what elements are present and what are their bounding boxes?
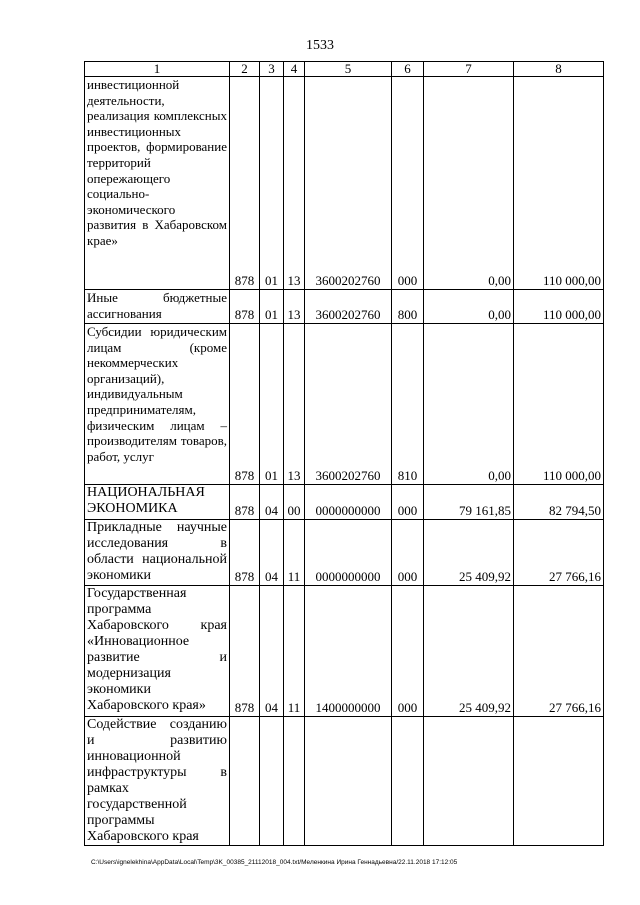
cell-expense-type: 800 bbox=[392, 290, 424, 324]
cell-amount-col8: 110 000,00 bbox=[514, 77, 604, 290]
cell-target-article: 0000000000 bbox=[305, 520, 392, 586]
column-header: 4 bbox=[284, 62, 305, 77]
cell-amount-col8: 110 000,00 bbox=[514, 290, 604, 324]
cell-ministry-code: 878 bbox=[230, 520, 260, 586]
cell-amount-col7: 0,00 bbox=[424, 290, 514, 324]
cell-amount-col7 bbox=[424, 717, 514, 846]
cell-ministry-code bbox=[230, 717, 260, 846]
cell-amount-col8: 110 000,00 bbox=[514, 324, 604, 485]
row-name: Государственная программа Хабаровского края «Инновационное развитие и модернизация экономики Хабаровского края» bbox=[85, 586, 230, 717]
table-row bbox=[85, 485, 604, 520]
cell-expense-type: 000 bbox=[392, 485, 424, 520]
column-header: 2 bbox=[230, 62, 260, 77]
cell-subsection: 00 bbox=[284, 485, 305, 520]
cell-expense-type: 810 bbox=[392, 324, 424, 485]
table-row bbox=[85, 290, 604, 324]
cell-subsection: 13 bbox=[284, 290, 305, 324]
cell-target-article: 1400000000 bbox=[305, 586, 392, 717]
cell-section: 01 bbox=[260, 324, 284, 485]
table-row bbox=[85, 717, 604, 846]
cell-target-article: 0000000000 bbox=[305, 485, 392, 520]
cell-amount-col7: 79 161,85 bbox=[424, 485, 514, 520]
budget-table bbox=[84, 61, 604, 846]
cell-ministry-code: 878 bbox=[230, 290, 260, 324]
cell-section: 04 bbox=[260, 586, 284, 717]
cell-subsection bbox=[284, 717, 305, 846]
cell-expense-type bbox=[392, 717, 424, 846]
cell-section: 01 bbox=[260, 77, 284, 290]
cell-amount-col7: 0,00 bbox=[424, 324, 514, 485]
cell-amount-col7: 25 409,92 bbox=[424, 520, 514, 586]
cell-ministry-code: 878 bbox=[230, 485, 260, 520]
cell-section: 01 bbox=[260, 290, 284, 324]
row-name: Прикладные научные исследования в области национальной экономики bbox=[85, 520, 230, 586]
file-path-footer: C:\Users\ignelekhina\AppData\Local\Temp\3K_00385_21112018_004.txt/Меленкина Ирина Геннадьевна/22.11.2018 17:12:05 bbox=[91, 859, 458, 866]
table-row bbox=[85, 324, 604, 485]
cell-expense-type: 000 bbox=[392, 77, 424, 290]
table-row bbox=[85, 77, 604, 290]
column-header: 5 bbox=[305, 62, 392, 77]
cell-amount-col8: 82 794,50 bbox=[514, 485, 604, 520]
table-row bbox=[85, 520, 604, 586]
cell-subsection: 11 bbox=[284, 520, 305, 586]
cell-ministry-code: 878 bbox=[230, 324, 260, 485]
row-name: Содействие созданию и развитию инновационной инфраструктуры в рамках государственной программы Хабаровского края bbox=[85, 717, 230, 846]
cell-amount-col8: 27 766,16 bbox=[514, 586, 604, 717]
row-name: НАЦИОНАЛЬНАЯ ЭКОНОМИКА bbox=[85, 485, 230, 520]
column-header: 8 bbox=[514, 62, 604, 77]
cell-expense-type: 000 bbox=[392, 586, 424, 717]
cell-target-article: 3600202760 bbox=[305, 324, 392, 485]
cell-amount-col7: 25 409,92 bbox=[424, 586, 514, 717]
cell-amount-col8: 27 766,16 bbox=[514, 520, 604, 586]
column-header: 7 bbox=[424, 62, 514, 77]
table-row bbox=[85, 586, 604, 717]
row-name: Иные бюджетные ассигнования bbox=[85, 290, 230, 324]
column-header: 3 bbox=[260, 62, 284, 77]
cell-section: 04 bbox=[260, 485, 284, 520]
cell-ministry-code: 878 bbox=[230, 77, 260, 290]
cell-target-article: 3600202760 bbox=[305, 77, 392, 290]
cell-amount-col7: 0,00 bbox=[424, 77, 514, 290]
column-header: 6 bbox=[392, 62, 424, 77]
cell-subsection: 11 bbox=[284, 586, 305, 717]
cell-subsection: 13 bbox=[284, 324, 305, 485]
row-name: Субсидии юридическим лицам (кроме некоммерческих организаций), индивидуальным предпринимателям, физическим лицам – производителям товаров, работ, услуг bbox=[85, 324, 230, 485]
cell-amount-col8 bbox=[514, 717, 604, 846]
cell-ministry-code: 878 bbox=[230, 586, 260, 717]
page-number: 1533 bbox=[306, 38, 334, 53]
cell-subsection: 13 bbox=[284, 77, 305, 290]
column-header: 1 bbox=[85, 62, 230, 77]
cell-target-article: 3600202760 bbox=[305, 290, 392, 324]
cell-expense-type: 000 bbox=[392, 520, 424, 586]
table-header-row bbox=[85, 62, 604, 77]
row-name: инвестиционной деятельности, реализация комплексных инвестиционных проектов, формирование территорий опережающего социально-экономического развития в Хабаровском крае» bbox=[85, 77, 230, 290]
cell-section bbox=[260, 717, 284, 846]
cell-section: 04 bbox=[260, 520, 284, 586]
cell-target-article bbox=[305, 717, 392, 846]
